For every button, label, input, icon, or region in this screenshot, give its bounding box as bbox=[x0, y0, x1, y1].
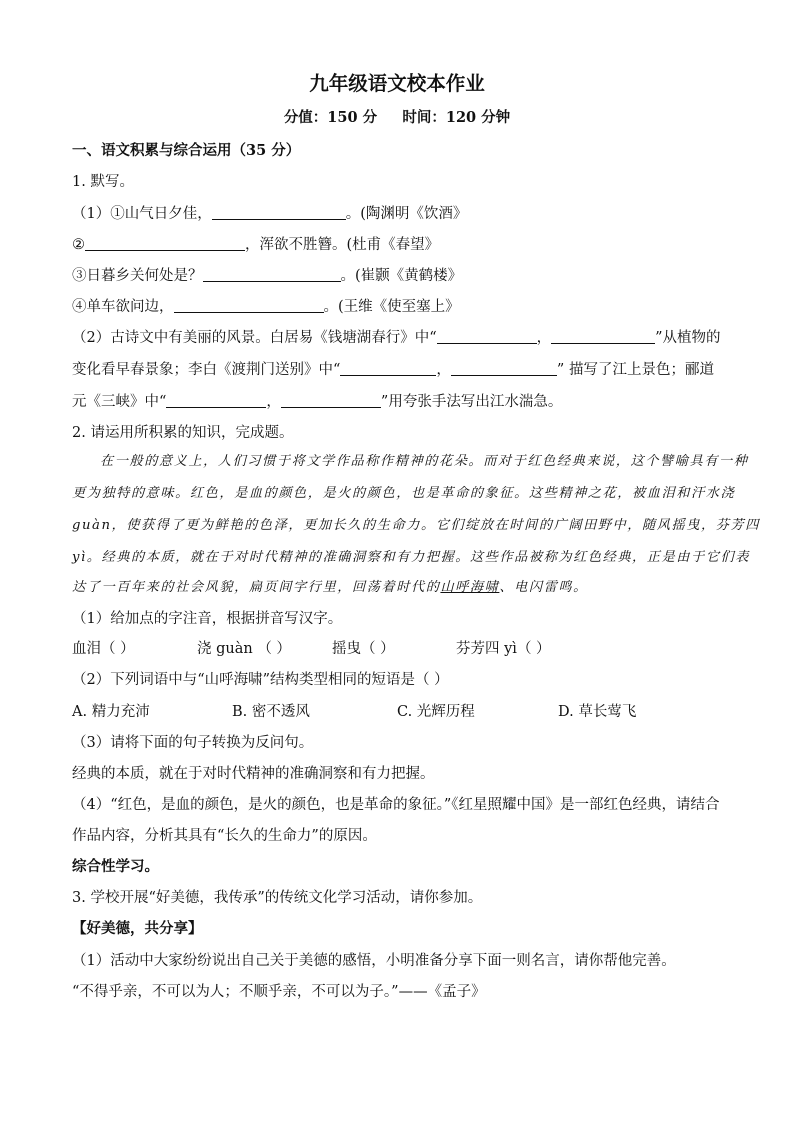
answer-blank[interactable] bbox=[85, 236, 245, 251]
question-1-heading: 1. 默写。 bbox=[72, 174, 134, 190]
pinyin-item: 芬芳四 yì（ ） bbox=[456, 641, 551, 657]
q2-sub-4-line-2: 作品内容，分析其具有“长久的生命力”的原因。 bbox=[72, 828, 377, 844]
text: 变化看早春景象；李白《渡荆门送别》中“ bbox=[72, 362, 341, 378]
passage-line-2: 更为独特的意味。红色，是血的颜色，是火的颜色，也是革命的象征。这些精神之花，被血泪和汗水浇 bbox=[72, 486, 736, 501]
q1-line-3-text-b: 。(崔颢《黄鹤楼》 bbox=[340, 268, 463, 284]
passage-text: 达了一百年来的社会风貌，扁页间字行里，回荡着时代的 bbox=[72, 580, 441, 595]
text: ， bbox=[436, 362, 451, 378]
q2-sub-2-options bbox=[72, 702, 722, 722]
answer-blank[interactable] bbox=[212, 205, 346, 220]
answer-blank[interactable] bbox=[340, 361, 436, 376]
section-heading-1: 一、语文积累与综合运用（35 分） bbox=[72, 142, 301, 159]
q1-line-2-text-a: ② bbox=[72, 237, 85, 253]
q2-sub-2: （2）下列词语中与“山呼海啸”结构类型相同的短语是（ ） bbox=[72, 672, 449, 688]
answer-blank[interactable] bbox=[551, 329, 655, 344]
passage-line-3: guàn，使获得了更为鲜艳的色泽，更加长久的生命力。它们绽放在时间的广阔田野中，随风摇曳，芬芳四 bbox=[72, 518, 760, 533]
q2-sub-4-line-1: （4）“红色，是血的颜色，是火的颜色，也是革命的象征。”《红星照耀中国》是一部红色经典，请结合 bbox=[72, 797, 720, 813]
pinyin-item: 浇 guàn （ ） bbox=[197, 641, 291, 657]
option-d[interactable]: D. 草长莺飞 bbox=[558, 704, 637, 720]
q3-sub-1: （1）活动中大家纷纷说出自己关于美德的感悟，小明准备分享下面一则名言，请你帮他完善。 bbox=[72, 953, 676, 969]
q1-line-2 bbox=[72, 235, 439, 255]
q1-line-3 bbox=[72, 266, 462, 286]
answer-blank[interactable] bbox=[203, 267, 341, 282]
q1-line-1-text-b: 。(陶渊明《饮酒》 bbox=[345, 206, 468, 222]
q1-line-4-text-b: 。(王维《使至塞上》 bbox=[323, 299, 460, 315]
option-b[interactable]: B. 密不透风 bbox=[232, 704, 310, 720]
page-subtitle: 分值：150 分 时间：120 分钟 bbox=[283, 109, 511, 126]
option-a[interactable]: A. 精力充沛 bbox=[72, 704, 150, 720]
passage-line-1: 在一般的意义上，人们习惯于将文学作品称作精神的花朵。而对于红色经典来说，这个譬喻具有一种 bbox=[100, 454, 749, 469]
text: ， bbox=[266, 394, 281, 410]
q1-line-1 bbox=[72, 204, 467, 224]
q1-part2-line-3 bbox=[72, 392, 562, 412]
question-3-heading: 3. 学校开展“好美德，我传承”的传统文化学习活动，请你参加。 bbox=[72, 890, 483, 906]
q3-tag: 【好美德，共分享】 bbox=[72, 920, 203, 937]
passage-line-4: yì。经典的本质，就在于对时代精神的准确洞察和有力把握。这些作品被称为红色经典，正是由于它们表 bbox=[72, 550, 750, 565]
q1-line-4 bbox=[72, 297, 460, 317]
text: ”用夸张手法写出江水湍急。 bbox=[380, 394, 563, 410]
passage-text: 、电闪雷鸣。 bbox=[499, 580, 588, 595]
question-2-heading: 2. 请运用所积累的知识，完成题。 bbox=[72, 425, 294, 441]
text: ， bbox=[536, 330, 552, 346]
option-c[interactable]: C. 光辉历程 bbox=[397, 704, 475, 720]
q1-line-2-text-b: ，浑欲不胜簪。(杜甫《春望》 bbox=[245, 237, 440, 253]
q1-part2-line-2 bbox=[72, 360, 714, 380]
q1-part2-line-1 bbox=[72, 328, 721, 348]
section-heading-2: 综合性学习。 bbox=[72, 858, 159, 875]
pinyin-item: 摇曳（ ） bbox=[332, 641, 395, 657]
text: （2）古诗文中有美丽的风景。白居易《钱塘湖春行》中“ bbox=[72, 330, 437, 346]
pinyin-item: 血泪（ ） bbox=[72, 641, 135, 657]
q2-sub-3: （3）请将下面的句子转换为反问句。 bbox=[72, 735, 314, 751]
answer-blank[interactable] bbox=[281, 393, 381, 408]
answer-blank[interactable] bbox=[451, 361, 557, 376]
q2-sub-1: （1）给加点的字注音，根据拼音写汉字。 bbox=[72, 611, 343, 627]
page-title: 九年级语文校本作业 bbox=[309, 72, 485, 95]
q2-sub-1-items bbox=[72, 639, 722, 659]
q1-line-4-text-a: ④单车欲问边， bbox=[72, 299, 174, 315]
q1-line-1-text-a: （1）①山气日夕佳， bbox=[72, 206, 212, 222]
q2-sub-3-sentence: 经典的本质，就在于对时代精神的准确洞察和有力把握。 bbox=[72, 766, 435, 782]
text: ”从植物的 bbox=[655, 330, 721, 346]
passage-line-5 bbox=[72, 578, 722, 598]
underlined-phrase: 山呼海啸 bbox=[440, 580, 500, 595]
text: ” 描写了江上景色；郦道 bbox=[556, 362, 714, 378]
answer-blank[interactable] bbox=[437, 329, 537, 344]
answer-blank[interactable] bbox=[174, 298, 324, 313]
answer-blank[interactable] bbox=[166, 393, 266, 408]
q3-quote: “不得乎亲，不可以为人；不顺乎亲，不可以为子。”——《孟子》 bbox=[72, 984, 486, 1000]
text: 元《三峡》中“ bbox=[72, 394, 167, 410]
q1-line-3-text-a: ③日暮乡关何处是？ bbox=[72, 268, 203, 284]
